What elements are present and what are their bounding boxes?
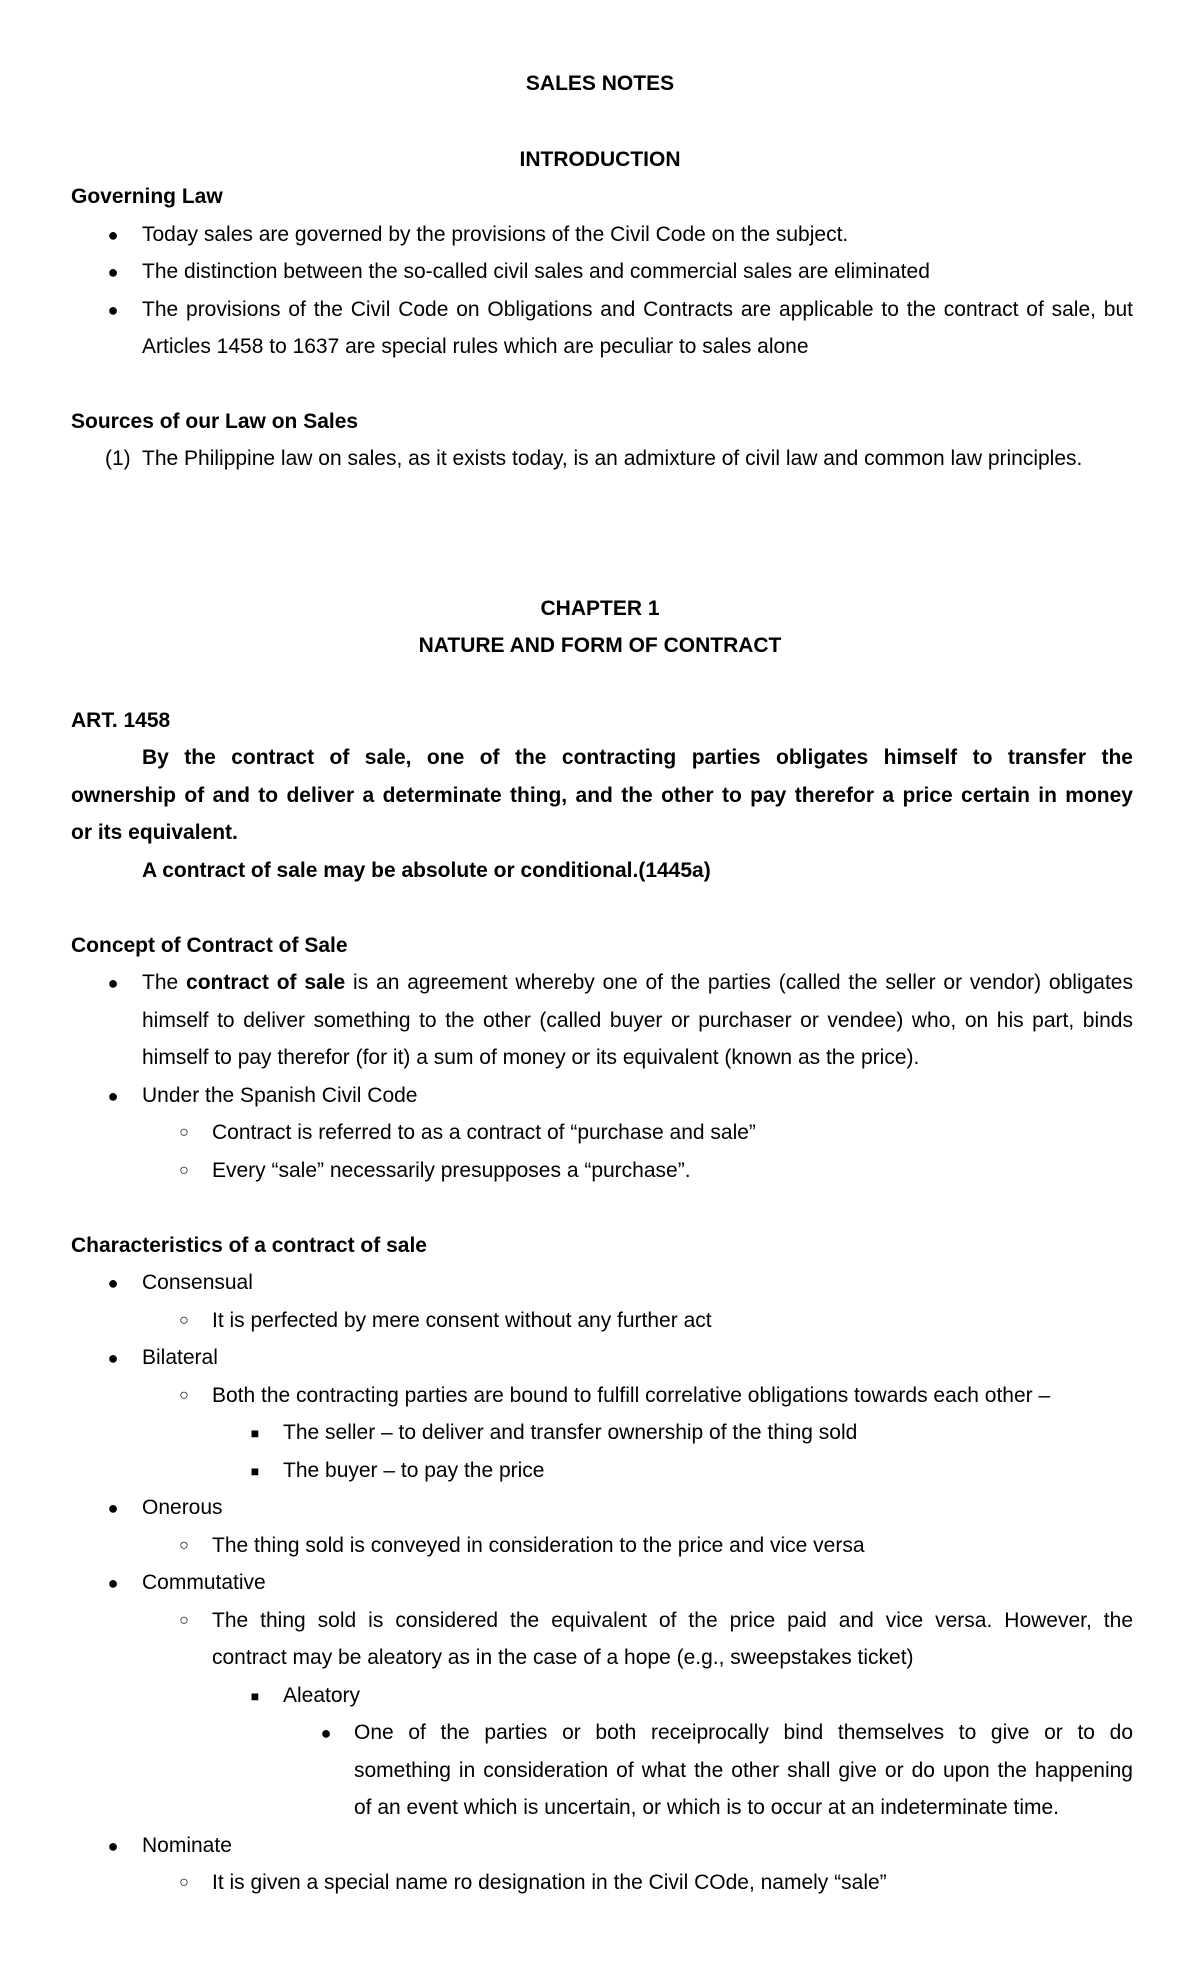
- bullet-circle-icon: ○: [179, 1874, 189, 1891]
- bullet-disc-icon: ●: [107, 973, 119, 993]
- bullet-disc-icon: ●: [107, 1273, 119, 1293]
- characteristic-consensual-detail: It is perfected by mere consent without any further act: [212, 1309, 712, 1332]
- bullet-square-icon: ■: [250, 1688, 260, 1704]
- introduction-heading: INTRODUCTION: [519, 148, 681, 171]
- bullet-circle-icon: ○: [179, 1162, 189, 1179]
- characteristic-aleatory-detail-line-3: of an event which is uncertain, or which is to occur at an indeterminate time.: [354, 1796, 1060, 1819]
- bullet-disc-icon: ●: [107, 1348, 119, 1368]
- concept-item-2: Under the Spanish Civil Code: [142, 1084, 418, 1107]
- concept-item-1-line-2: himself to deliver something to the other (called buyer or purchaser or vendee) who, on his part, binds: [142, 1009, 1133, 1032]
- article-text-line-2: ownership of and to deliver a determinate thing, and the other to pay therefor a price certain in money: [71, 784, 1133, 807]
- concept-item-1-term: contract of sale: [186, 971, 346, 994]
- article-text-line-1: By the contract of sale, one of the contracting parties obligates himself to transfer the: [142, 746, 1133, 769]
- characteristic-onerous: Onerous: [142, 1496, 223, 1519]
- characteristic-commutative-detail-line-2: contract may be aleatory as in the case of a hope (e.g., sweepstakes ticket): [212, 1646, 914, 1669]
- bullet-disc-icon: ●: [107, 1498, 119, 1518]
- governing-law-item-2: The distinction between the so-called civil sales and commercial sales are eliminated: [142, 260, 930, 283]
- sources-heading: Sources of our Law on Sales: [71, 410, 359, 433]
- bullet-disc-icon: ●: [107, 225, 119, 245]
- bullet-circle-icon: ○: [179, 1537, 189, 1554]
- characteristic-aleatory-detail-line-2: something in consideration of what the other shall give or do upon the happening: [354, 1759, 1133, 1782]
- characteristic-commutative-detail-line-1: The thing sold is considered the equivalent of the price paid and vice versa. However, the: [212, 1609, 1133, 1632]
- governing-law-heading: Governing Law: [71, 185, 223, 208]
- article-heading: ART. 1458: [71, 709, 171, 732]
- bullet-circle-icon: ○: [179, 1612, 189, 1629]
- bullet-disc-icon: ●: [107, 1573, 119, 1593]
- document-title: SALES NOTES: [525, 72, 675, 95]
- governing-law-item-3-line-2: Articles 1458 to 1637 are special rules which are peculiar to sales alone: [142, 335, 809, 358]
- bullet-disc-icon: ●: [107, 1086, 119, 1106]
- concept-item-1-post: is an agreement whereby one of the parties (called the seller or vendor) obligates: [345, 971, 1133, 994]
- governing-law-item-1: Today sales are governed by the provisions of the Civil Code on the subject.: [142, 223, 849, 246]
- characteristic-bilateral-detail: Both the contracting parties are bound to fulfill correlative obligations towards each other –: [212, 1384, 1051, 1407]
- bullet-square-icon: ■: [250, 1463, 260, 1479]
- concept-item-1-line-1: [142, 970, 1133, 996]
- characteristics-heading: Characteristics of a contract of sale: [71, 1234, 427, 1257]
- bullet-disc-icon: ●: [107, 262, 119, 282]
- characteristic-bilateral-buyer: The buyer – to pay the price: [283, 1459, 545, 1482]
- concept-item-1-pre: The: [142, 971, 187, 994]
- concept-item-2-sub-1: Contract is referred to as a contract of “purchase and sale”: [212, 1121, 756, 1144]
- bullet-disc-icon: ●: [107, 1836, 119, 1856]
- chapter-number: CHAPTER 1: [540, 597, 660, 620]
- characteristic-aleatory-detail-line-1: One of the parties or both receiprocally bind themselves to give or to do: [354, 1721, 1133, 1744]
- concept-heading: Concept of Contract of Sale: [71, 934, 348, 957]
- concept-item-2-sub-2: Every “sale” necessarily presupposes a “purchase”.: [212, 1159, 691, 1182]
- bullet-circle-icon: ○: [179, 1124, 189, 1141]
- chapter-title: NATURE AND FORM OF CONTRACT: [418, 634, 782, 657]
- characteristic-commutative: Commutative: [142, 1571, 266, 1594]
- bullet-circle-icon: ○: [179, 1387, 189, 1404]
- bullet-circle-icon: ○: [179, 1312, 189, 1329]
- characteristic-nominate-detail: It is given a special name ro designation in the Civil COde, namely “sale”: [212, 1871, 887, 1894]
- bullet-square-icon: ■: [250, 1425, 260, 1441]
- characteristic-consensual: Consensual: [142, 1271, 253, 1294]
- article-text-paragraph-2: A contract of sale may be absolute or conditional.(1445a): [142, 859, 711, 882]
- article-text-line-3: or its equivalent.: [71, 821, 238, 844]
- bullet-disc-icon: ●: [320, 1723, 332, 1743]
- characteristic-onerous-detail: The thing sold is conveyed in consideration to the price and vice versa: [212, 1534, 865, 1557]
- characteristic-bilateral: Bilateral: [142, 1346, 218, 1369]
- bullet-disc-icon: ●: [107, 300, 119, 320]
- sources-item-number: (1): [105, 447, 131, 470]
- characteristic-aleatory: Aleatory: [283, 1684, 361, 1707]
- sources-item-1: The Philippine law on sales, as it exists today, is an admixture of civil law and common law principles.: [142, 447, 1083, 470]
- characteristic-bilateral-seller: The seller – to deliver and transfer ownership of the thing sold: [283, 1421, 858, 1444]
- governing-law-item-3-line-1: The provisions of the Civil Code on Obligations and Contracts are applicable to the contract of sale, but: [142, 298, 1133, 321]
- concept-item-1-line-3: himself to pay therefor (for it) a sum of money or its equivalent (known as the price).: [142, 1046, 920, 1069]
- characteristic-nominate: Nominate: [142, 1834, 232, 1857]
